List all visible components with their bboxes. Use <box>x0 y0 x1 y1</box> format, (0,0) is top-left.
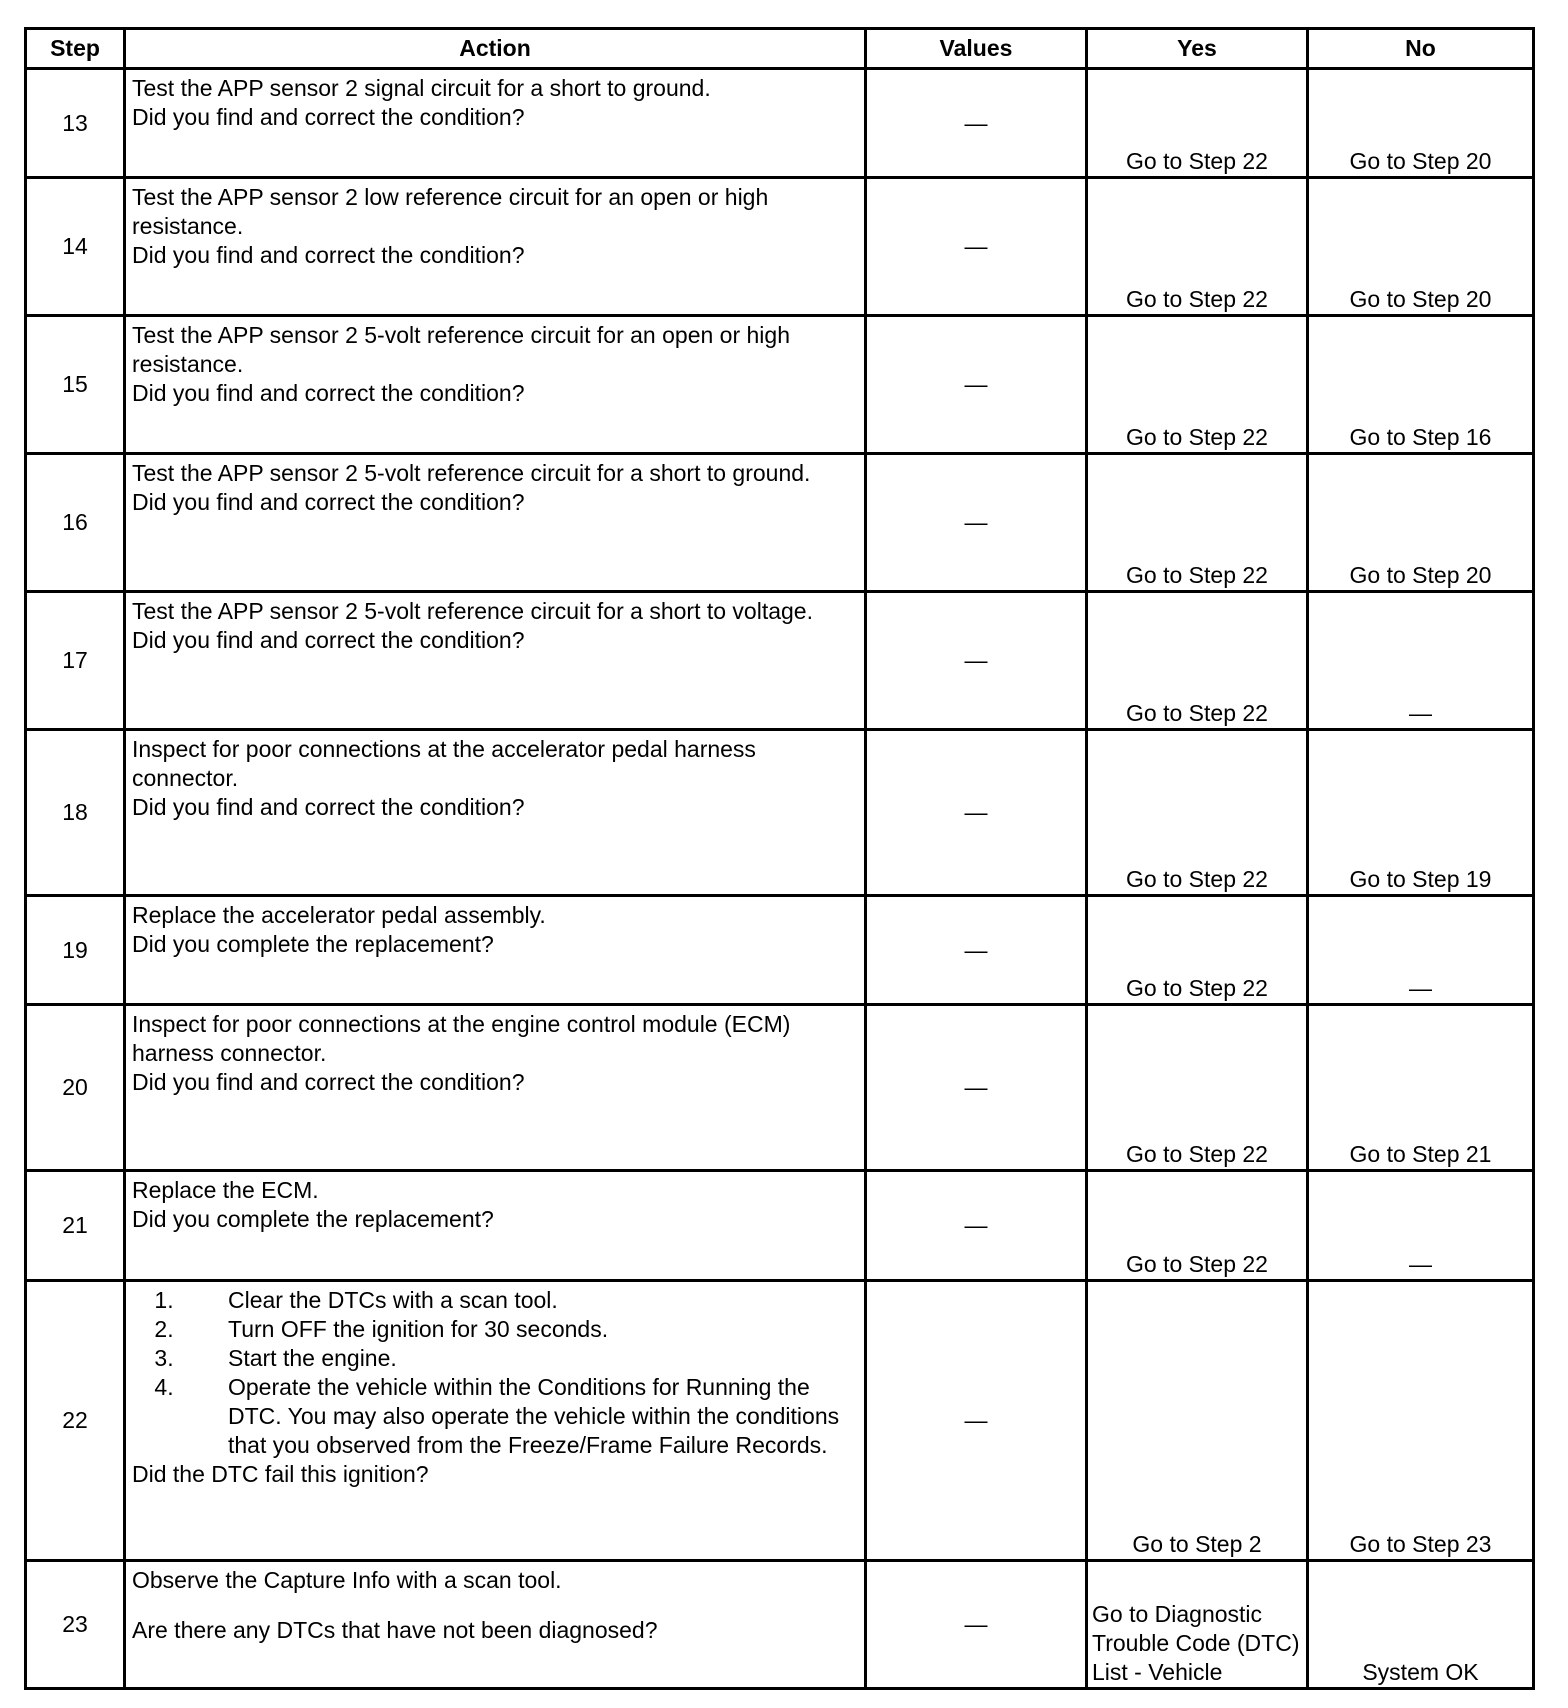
action-text: Observe the Capture Info with a scan tool. <box>132 1567 562 1593</box>
action-text: Inspect for poor connections at the accelerator pedal harness connector. <box>132 736 756 791</box>
step-number: 21 <box>26 1171 125 1281</box>
header-step: Step <box>26 29 125 69</box>
action-cell <box>125 316 866 454</box>
header-yes: Yes <box>1087 29 1308 69</box>
action-text: Replace the accelerator pedal assembly. <box>132 902 546 928</box>
table-row <box>26 1005 1534 1171</box>
action-cell <box>125 1281 866 1561</box>
no-cell: — <box>1308 896 1534 1005</box>
no-cell: Go to Step 23 <box>1308 1281 1534 1561</box>
action-text: Test the APP sensor 2 5-volt reference circuit for a short to voltage. <box>132 598 813 624</box>
action-question: Did you find and correct the condition? <box>132 627 525 653</box>
step-number: 18 <box>26 730 125 896</box>
yes-cell: Go to Diagnostic Trouble Code (DTC) List - Vehicle <box>1087 1561 1308 1689</box>
table-row <box>26 1281 1534 1561</box>
values-cell: — <box>866 1281 1087 1561</box>
action-question: Did you find and correct the condition? <box>132 104 525 130</box>
table-row <box>26 896 1534 1005</box>
yes-cell: Go to Step 22 <box>1087 730 1308 896</box>
action-question: Did you find and correct the condition? <box>132 242 525 268</box>
no-cell: System OK <box>1308 1561 1534 1689</box>
action-question: Did you find and correct the condition? <box>132 794 525 820</box>
table-row <box>26 316 1534 454</box>
action-cell <box>125 1561 866 1689</box>
yes-cell: Go to Step 22 <box>1087 896 1308 1005</box>
action-steps-list <box>132 1286 856 1460</box>
action-cell <box>125 592 866 730</box>
table-row <box>26 1561 1534 1689</box>
yes-cell: Go to Step 22 <box>1087 69 1308 178</box>
list-item: 1. Clear the DTCs with a scan tool. <box>180 1286 856 1315</box>
action-text: Test the APP sensor 2 signal circuit for a short to ground. <box>132 75 711 101</box>
action-cell <box>125 896 866 1005</box>
action-question: Did you find and correct the condition? <box>132 489 525 515</box>
yes-cell: Go to Step 2 <box>1087 1281 1308 1561</box>
table-row <box>26 69 1534 178</box>
action-cell <box>125 69 866 178</box>
table-row <box>26 592 1534 730</box>
no-cell: Go to Step 21 <box>1308 1005 1534 1171</box>
list-item: 4. Operate the vehicle within the Conditions for Running the DTC. You may also operate the vehicle within the conditions that you observed from the Freeze/Frame Failure Records. <box>180 1373 856 1460</box>
table-row <box>26 454 1534 592</box>
no-cell: — <box>1308 1171 1534 1281</box>
action-cell <box>125 1171 866 1281</box>
yes-cell: Go to Step 22 <box>1087 454 1308 592</box>
no-cell: Go to Step 20 <box>1308 454 1534 592</box>
action-question: Did you find and correct the condition? <box>132 380 525 406</box>
yes-cell: Go to Step 22 <box>1087 178 1308 316</box>
no-cell: Go to Step 16 <box>1308 316 1534 454</box>
values-cell: — <box>866 454 1087 592</box>
action-text: Replace the ECM. <box>132 1177 319 1203</box>
action-question: Did you complete the replacement? <box>132 931 494 957</box>
action-text: Inspect for poor connections at the engine control module (ECM) harness connector. <box>132 1011 791 1066</box>
list-item: 3. Start the engine. <box>180 1344 856 1373</box>
step-number: 20 <box>26 1005 125 1171</box>
values-cell: — <box>866 730 1087 896</box>
step-number: 23 <box>26 1561 125 1689</box>
action-question: Did you complete the replacement? <box>132 1206 494 1232</box>
values-cell: — <box>866 1171 1087 1281</box>
values-cell: — <box>866 896 1087 1005</box>
step-number: 19 <box>26 896 125 1005</box>
action-text: Test the APP sensor 2 low reference circuit for an open or high resistance. <box>132 184 769 239</box>
values-cell: — <box>866 69 1087 178</box>
yes-cell: Go to Step 22 <box>1087 1005 1308 1171</box>
step-number: 16 <box>26 454 125 592</box>
action-cell <box>125 178 866 316</box>
action-question: Are there any DTCs that have not been diagnosed? <box>132 1617 658 1643</box>
diagnostic-table <box>24 27 1535 1690</box>
yes-cell: Go to Step 22 <box>1087 592 1308 730</box>
step-number: 13 <box>26 69 125 178</box>
no-cell: Go to Step 20 <box>1308 69 1534 178</box>
no-cell: Go to Step 19 <box>1308 730 1534 896</box>
yes-cell: Go to Step 22 <box>1087 316 1308 454</box>
header-row <box>26 29 1534 69</box>
table-row <box>26 1171 1534 1281</box>
values-cell: — <box>866 178 1087 316</box>
no-cell: Go to Step 20 <box>1308 178 1534 316</box>
action-question: Did the DTC fail this ignition? <box>132 1461 429 1487</box>
yes-cell: Go to Step 22 <box>1087 1171 1308 1281</box>
action-cell <box>125 454 866 592</box>
list-item: 2. Turn OFF the ignition for 30 seconds. <box>180 1315 856 1344</box>
header-no: No <box>1308 29 1534 69</box>
action-text: Test the APP sensor 2 5-volt reference circuit for a short to ground. <box>132 460 811 486</box>
action-text: Test the APP sensor 2 5-volt reference circuit for an open or high resistance. <box>132 322 790 377</box>
table-row <box>26 730 1534 896</box>
values-cell: — <box>866 1005 1087 1171</box>
header-values: Values <box>866 29 1087 69</box>
step-number: 17 <box>26 592 125 730</box>
step-number: 14 <box>26 178 125 316</box>
step-number: 15 <box>26 316 125 454</box>
action-question: Did you find and correct the condition? <box>132 1069 525 1095</box>
values-cell: — <box>866 1561 1087 1689</box>
no-cell: — <box>1308 592 1534 730</box>
header-action: Action <box>125 29 866 69</box>
action-cell <box>125 1005 866 1171</box>
values-cell: — <box>866 592 1087 730</box>
values-cell: — <box>866 316 1087 454</box>
table-row <box>26 178 1534 316</box>
action-cell <box>125 730 866 896</box>
step-number: 22 <box>26 1281 125 1561</box>
